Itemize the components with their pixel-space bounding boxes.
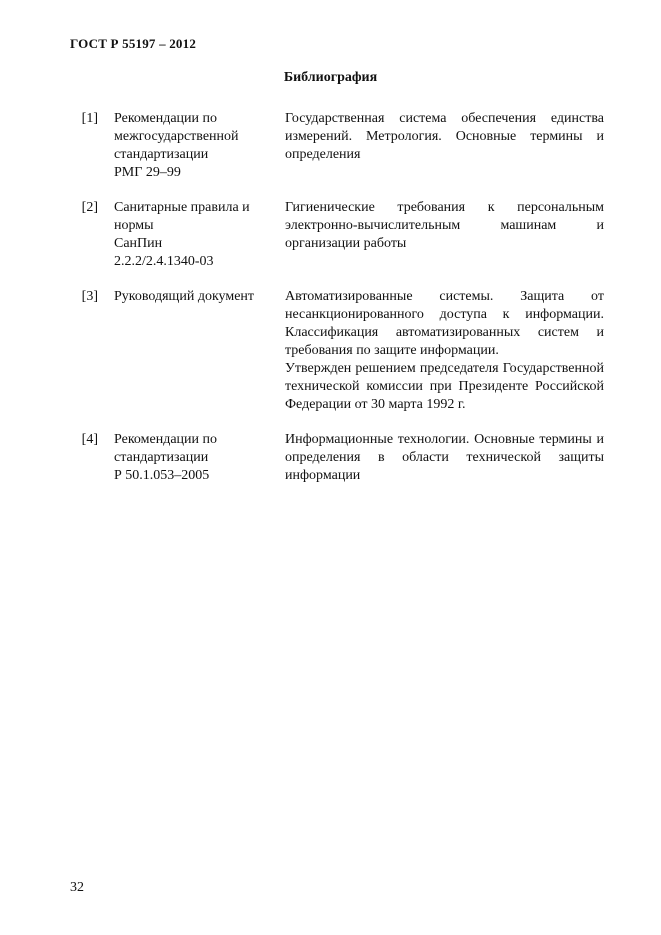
description-paragraph: Государственная система обеспечения единства измерений. Метрология. Основные термины и определения <box>285 111 604 162</box>
description-paragraph: Гигиенические требования к персональным электронно-вычислительным машинам и организации работы <box>285 200 604 251</box>
source-line: Санитарные правила и <box>114 200 250 215</box>
entry-number: [1] <box>81 111 98 126</box>
source-line: РМГ 29–99 <box>114 165 181 180</box>
bibliography-entry-4 <box>70 431 604 503</box>
description-paragraph: Утвержден решением председателя Государственной технической комиссии при Президенте Российской Федерации от 30 марта 1992 г. <box>285 361 604 412</box>
bibliography-entry-2 <box>70 199 604 271</box>
page-title: Библиография <box>283 70 378 85</box>
entry-source <box>114 431 276 485</box>
page-number: 32 <box>70 880 84 895</box>
entry-number: [4] <box>81 432 98 447</box>
source-line: нормы <box>114 218 154 233</box>
bibliography-list <box>70 110 604 520</box>
entry-number: [3] <box>81 289 98 304</box>
entry-source <box>114 110 276 182</box>
source-line: Рекомендации по <box>114 111 218 126</box>
description-paragraph: Автоматизированные системы. Защита от несанкционированного доступа к информации. Классификация автоматизированных систем и требования по защите информации. <box>285 289 604 358</box>
source-line: стандартизации <box>114 450 209 465</box>
source-line: Рекомендации по <box>114 432 218 447</box>
entry-number: [2] <box>81 200 98 215</box>
entry-source <box>114 288 276 306</box>
source-line: 2.2.2/2.4.1340-03 <box>114 254 214 269</box>
source-line: СанПин <box>114 236 163 251</box>
entry-description <box>285 199 604 271</box>
entry-description <box>285 431 604 503</box>
description-paragraph: Информационные технологии. Основные термины и определения в области технической защиты информации <box>285 432 604 483</box>
entry-description <box>285 110 604 182</box>
source-line: стандартизации <box>114 147 209 162</box>
bibliography-entry-3 <box>70 288 604 414</box>
entry-source <box>114 199 276 271</box>
source-line: межгосударственной <box>114 129 239 144</box>
document-header: ГОСТ Р 55197 – 2012 <box>70 36 197 51</box>
source-line: Р 50.1.053–2005 <box>114 468 210 483</box>
source-line: Руководящий документ <box>114 289 255 304</box>
entry-description <box>285 288 604 414</box>
bibliography-entry-1 <box>70 110 604 182</box>
